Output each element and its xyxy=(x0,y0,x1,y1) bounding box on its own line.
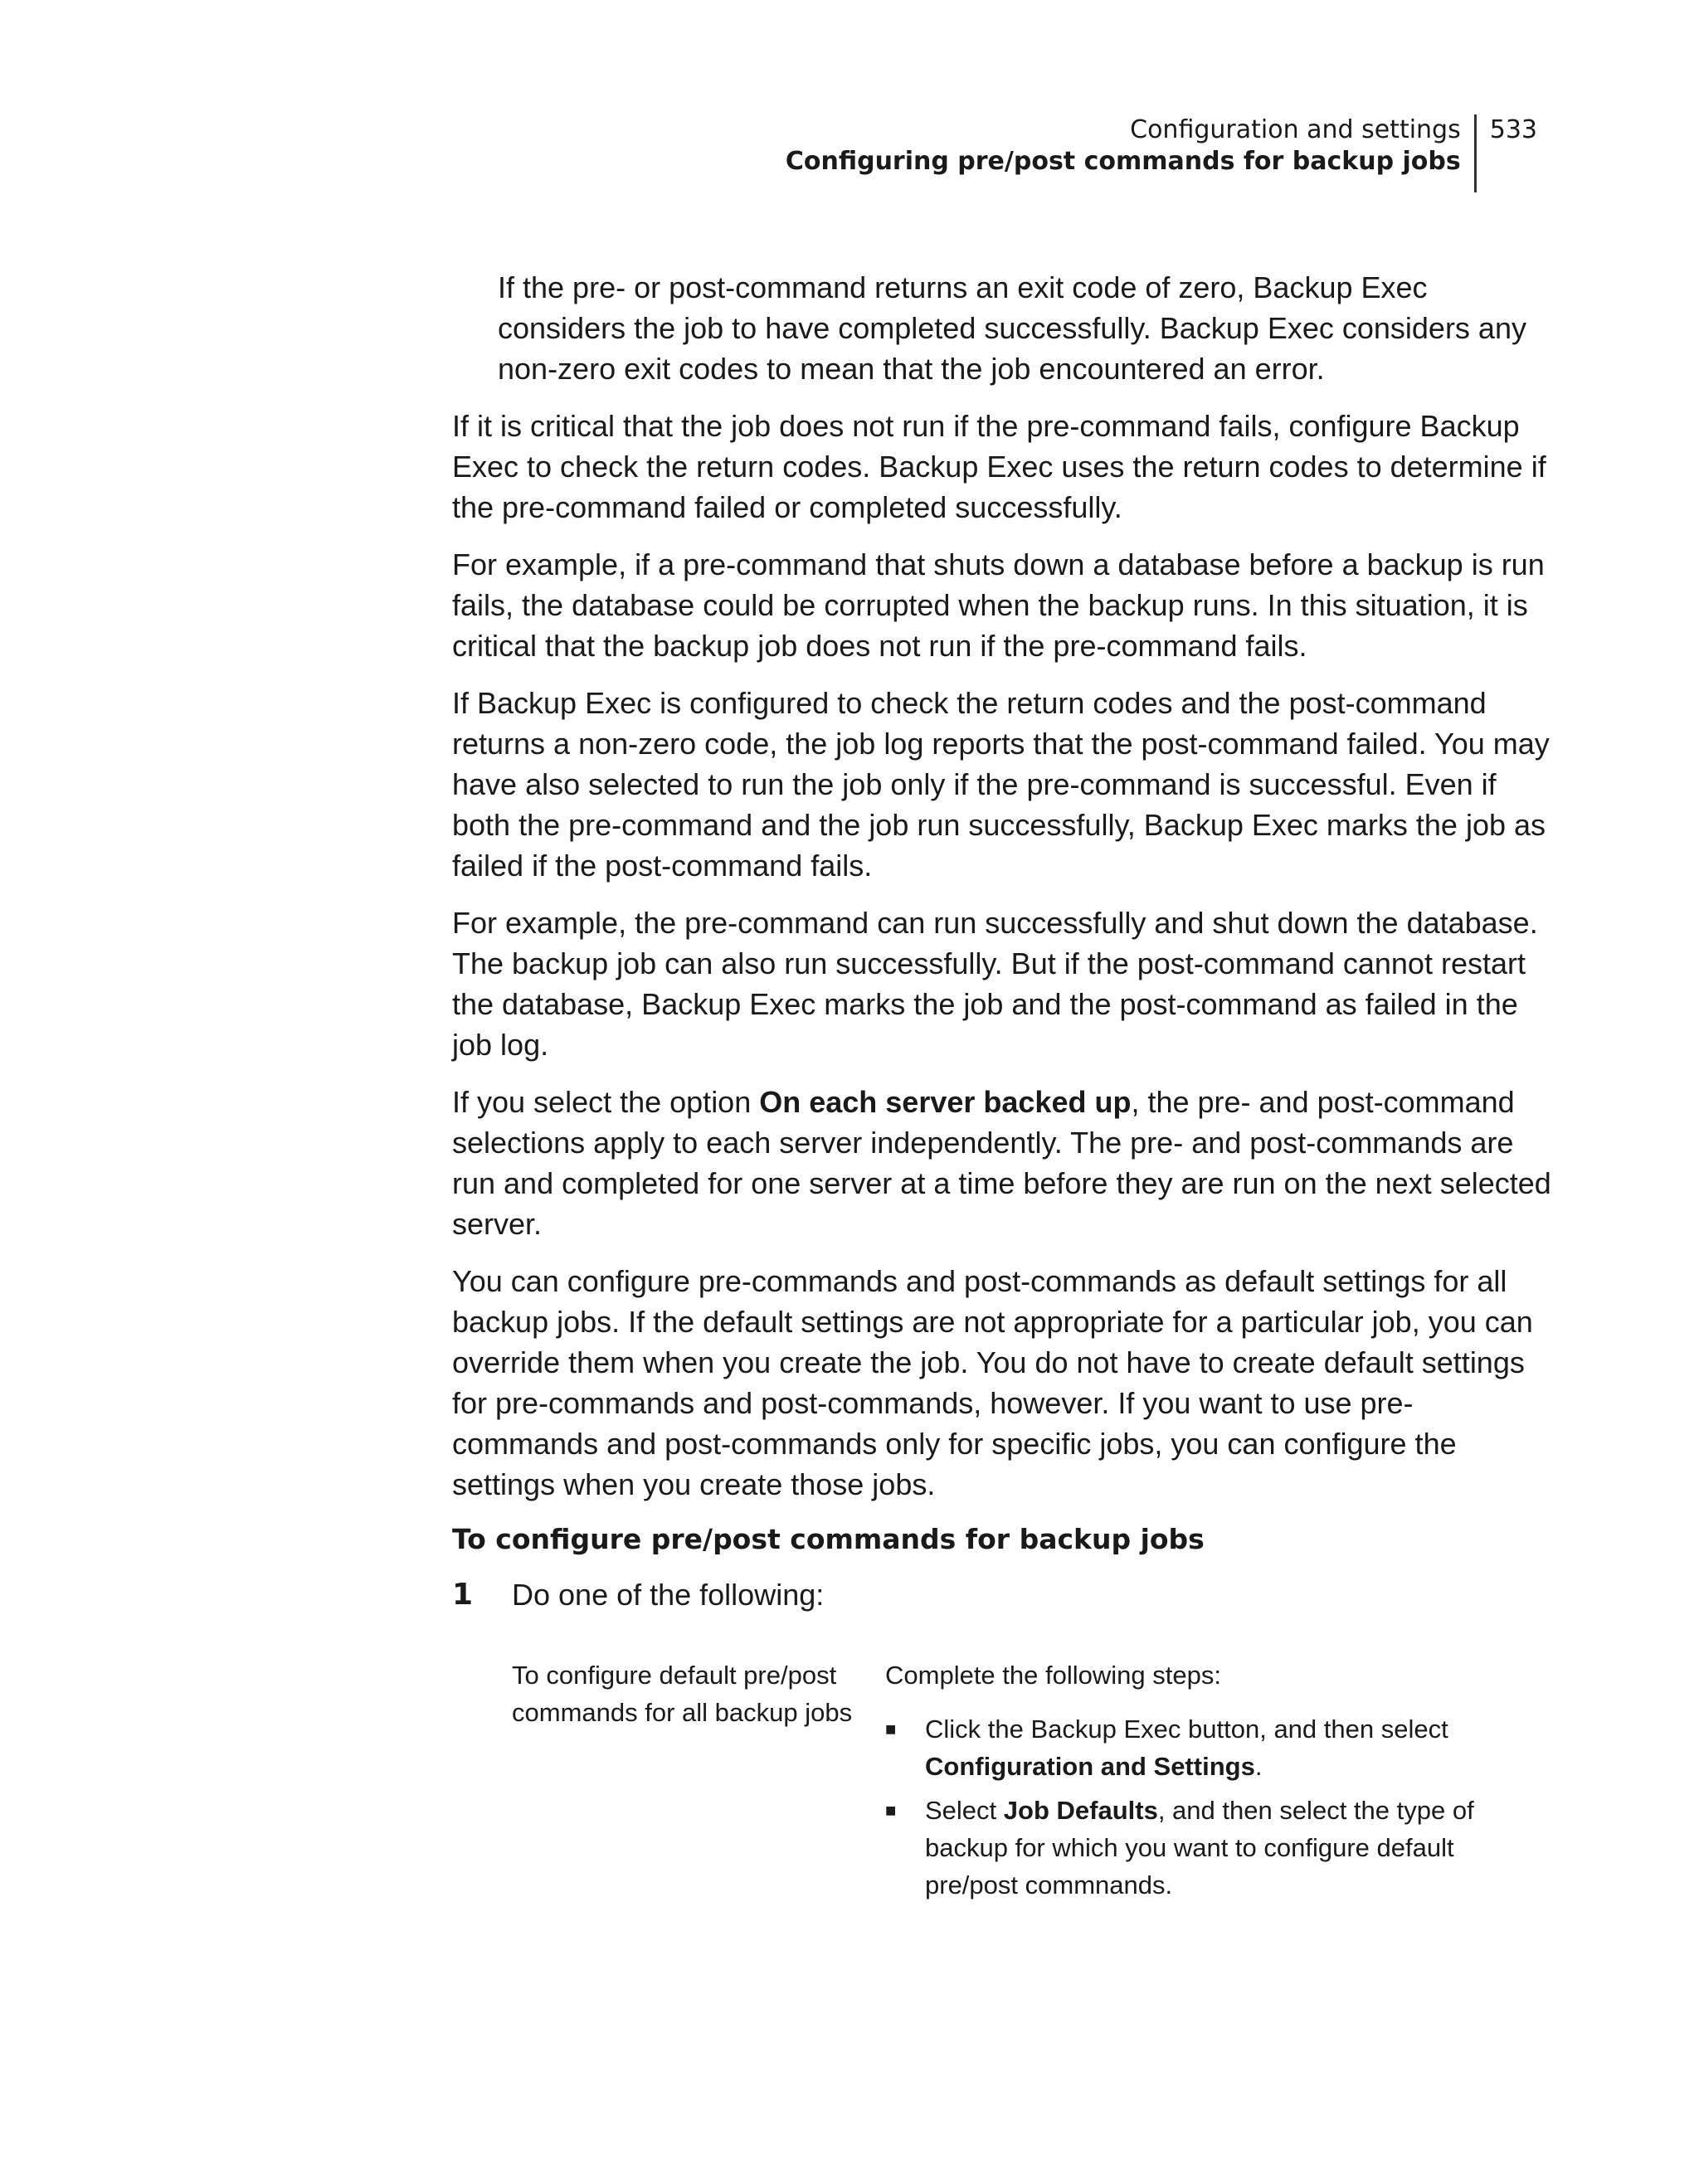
instructions-intro: Complete the following steps: xyxy=(885,1661,1221,1690)
paragraph-critical: If it is critical that the job does not run if the pre-command fails, configure Backup Exec to check the return codes. Backup Exec uses the return codes to determine if the pre-command failed or completed successfully. xyxy=(452,409,1546,524)
bullet-icon: ■ xyxy=(885,1719,897,1739)
option-name: On each server backed up xyxy=(759,1085,1132,1119)
step-text: Do one of the following: xyxy=(512,1578,825,1612)
list-item-lead: Select xyxy=(925,1796,1004,1825)
paragraph-example-post-command: For example, the pre-command can run successfully and shut down the database. The backup job can also run successfully. But if the post-command cannot restart the database, Backup Exec marks the job and the post-command as failed in the job log. xyxy=(452,906,1538,1062)
list-item-lead: Click the Backup Exec button, and then select xyxy=(925,1715,1448,1744)
ui-term: Job Defaults xyxy=(1003,1796,1158,1825)
ui-term: Configuration and Settings xyxy=(925,1752,1255,1781)
list-item xyxy=(885,1710,1524,1785)
procedure-step xyxy=(452,1574,1551,1615)
header-titles xyxy=(786,114,1477,192)
procedure-title: To configure pre/post commands for backup jobs xyxy=(452,1523,1205,1555)
list-item-text xyxy=(925,1792,1524,1904)
list-item-rest: , and then select the type of backup for which you want to configure default pre/post commnands. xyxy=(925,1796,1474,1899)
table-cell-instructions xyxy=(885,1656,1524,1910)
paragraph-each-server-lead: If you select the option xyxy=(452,1085,760,1119)
paragraph-each-server-rest: , the pre- and post-command selections apply to each server independently. The pre- and post-commands are run and completed for one server at a time before they are run on the next selected server. xyxy=(452,1085,1551,1241)
list-item-rest: . xyxy=(1254,1752,1263,1781)
page-number: 533 xyxy=(1489,115,1537,144)
page-header xyxy=(786,114,1537,192)
list-item xyxy=(885,1792,1524,1904)
step-number: 1 xyxy=(452,1578,474,1612)
table-cell-condition: To configure default pre/post commands for all backup jobs xyxy=(512,1661,853,1727)
bullet-icon: ■ xyxy=(885,1800,897,1821)
list-item-text xyxy=(925,1710,1524,1785)
section-title: Configuring pre/post commands for backup jobs xyxy=(785,147,1461,176)
paragraph-return-codes: If Backup Exec is configured to check the return codes and the post-command returns a non-zero code, the job log reports that the post-command failed. You may have also selected to run the job only if the pre-command is successful. Even if both the pre-command and the job run successfully, Backup Exec marks the job as failed if the post-command fails. xyxy=(452,686,1550,883)
paragraph-each-server xyxy=(452,1082,1551,1244)
paragraph-defaults: You can configure pre-commands and post-commands as default settings for all backup jobs. If the default settings are not appropriate for a particular job, you can override them when you create the job. You do not have to create default settings for pre-commands and post-commands, however. If you want to use pre-commands and post-commands only for specific jobs, you can configure the settings when you create those jobs. xyxy=(452,1264,1533,1501)
step-options-table xyxy=(512,1656,1551,1910)
page-body xyxy=(452,267,1551,1910)
paragraph-exit-code: If the pre- or post-command returns an exit code of zero, Backup Exec considers the job to have completed successfully. Backup Exec considers any non-zero exit codes to mean that the job encountered an error. xyxy=(498,270,1526,386)
paragraph-example-database: For example, if a pre-command that shuts down a database before a backup is run fails, the database could be corrupted when the backup runs. In this situation, it is critical that the backup job does not run if the pre-command fails. xyxy=(452,547,1545,663)
chapter-title: Configuration and settings xyxy=(1130,115,1461,144)
